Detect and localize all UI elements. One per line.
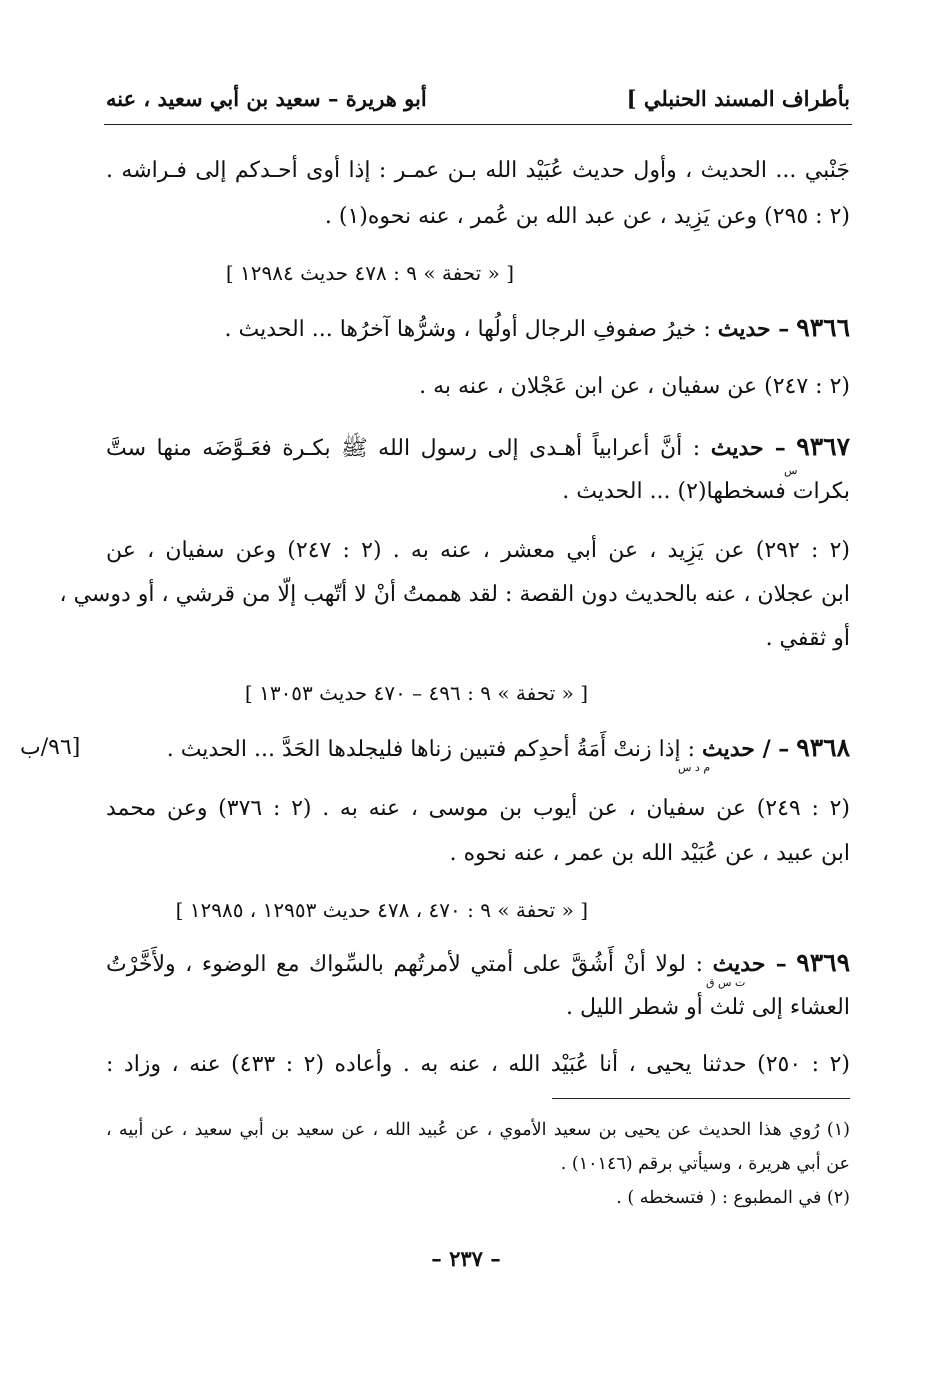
manuscript-folio-marker: [٩٦/ب	[20, 735, 81, 760]
header-divider	[104, 124, 852, 125]
running-header	[106, 86, 850, 120]
hadith-entry-9368: ٩٣٦٨ – / حديث : إذا زنتْ أَمَةُ أحدِكم فتبين زناها فليجلدها الحَدَّ ... الحديث .	[166, 733, 850, 762]
header-book-title: بأطراف المسند الحنبلي ]	[626, 86, 850, 111]
body-line: جَنْبي ... الحديث ، وأول حديث عُبَيْد الله بـن عمـر : إذا أوى أحـدكم إلى فـراشه .	[106, 158, 850, 183]
hadith-source: ابن عجلان ، عنه بالحديث دون القصة : لقد هممتُ أنْ لا أتّهب إلّا من قرشي ، أو دوسي ،	[59, 582, 850, 607]
page-number: – ٢٣٧ –	[431, 1246, 501, 1271]
collection-sigla: س	[784, 464, 798, 477]
hadith-number: ٩٣٦٦	[796, 313, 850, 342]
footnote-divider	[552, 1098, 850, 1099]
tuhfa-reference: [ « تحفة » ٩ : ٤٧٠ ، ٤٧٨ حديث ١٢٩٥٣ ، ١٢٩٨٥ ]	[175, 898, 588, 922]
footnote-2: (٢) في المطبوع : ( فتسخطه ) .	[616, 1188, 850, 1208]
collection-sigla: ت س ق	[706, 976, 746, 989]
hadith-source: (٢ : ٢٤٩) عن سفيان ، عن أيوب بن موسى ، عنه به . (٢ : ٣٧٦) وعن محمد	[106, 796, 851, 821]
hadith-source: أو ثقفي .	[765, 626, 850, 651]
hadith-entry-9369: ٩٣٦٩ – حديث : لولا أنْ أَشُقَّ على أمتي لأمرتُهم بالسِّواك مع الوضوء ، ولأَخَّرْتُ	[106, 948, 850, 977]
hadith-keyword: حديث	[712, 951, 766, 977]
collection-sigla: م د س	[678, 761, 711, 774]
hadith-source: (٢ : ٢٩٢) عن يَزِيد ، عن أبي معشر ، عنه به . (٢ : ٢٤٧) وعن سفيان ، عن	[106, 538, 850, 563]
hadith-number: ٩٣٦٧	[796, 432, 851, 461]
hadith-source: ابن عبيد ، عن عُبَيْد الله بن عمر ، عنه نحوه .	[449, 841, 850, 866]
hadith-keyword: / حديث	[702, 736, 771, 762]
hadith-number: ٩٣٦٨	[796, 733, 850, 762]
hadith-keyword: حديث	[717, 316, 771, 342]
hadith-source: (٢ : ٢٤٧) عن سفيان ، عن ابن عَجْلان ، عنه به .	[419, 374, 850, 399]
hadith-keyword: حديث	[710, 435, 764, 461]
footnote-1-cont: عن أبي هريرة ، وسيأتي برقم (١٠١٤٦) .	[560, 1154, 850, 1174]
hadith-text-cont: بكرات فسخطها(٢) ... الحديث .	[562, 479, 850, 504]
tuhfa-reference: [ « تحفة » ٩ : ٤٧٨ حديث ١٢٩٨٤ ]	[225, 261, 514, 285]
hadith-text: : إذا زنتْ أَمَةُ أحدِكم فتبين زناها فليجلدها الحَدَّ ... الحديث .	[166, 737, 696, 762]
footnote-1: (١) رُوي هذا الحديث عن يحيى بن سعيد الأموي ، عن عُبيد الله ، عن سعيد بن أبي سعيد ، عن أبيه ،	[106, 1120, 850, 1140]
tuhfa-reference: [ « تحفة » ٩ : ٤٩٦ – ٤٧٠ حديث ١٣٠٥٣ ]	[244, 681, 588, 705]
hadith-number: ٩٣٦٩	[796, 948, 850, 977]
header-section-title: أبو هريرة – سعيد بن أبي سعيد ، عنه	[106, 86, 427, 111]
hadith-text-cont: العشاء إلى ثلث أو شطر الليل .	[566, 995, 850, 1020]
hadith-text: : أنَّ أعرابياً أهـدى إلى رسول الله ﷺ بكـرة فعَـوَّضَه منها ستَّ	[106, 436, 701, 461]
hadith-entry-9367: ٩٣٦٧ – حديث : أنَّ أعرابياً أهـدى إلى رسول الله ﷺ بكـرة فعَـوَّضَه منها ستَّ	[106, 432, 851, 461]
hadith-source: (٢ : ٢٥٠) حدثنا يحيى ، أنا عُبَيْد الله ، عنه به . وأعاده (٢ : ٤٣٣) عنه ، وزاد :	[106, 1052, 850, 1077]
hadith-text: : خيرُ صفوفِ الرجال أولُها ، وشرُّها آخرُها ... الحديث .	[224, 317, 711, 342]
body-line: (٢ : ٢٩٥) وعن يَزِيد ، عن عبد الله بن عُمر ، عنه نحوه(١) .	[324, 204, 850, 229]
hadith-text: : لولا أنْ أَشُقَّ على أمتي لأمرتُهم بالسِّواك مع الوضوء ، ولأَخَّرْتُ	[106, 952, 703, 977]
hadith-entry-9366: ٩٣٦٦ – حديث : خيرُ صفوفِ الرجال أولُها ، وشرُّها آخرُها ... الحديث .	[224, 313, 850, 342]
